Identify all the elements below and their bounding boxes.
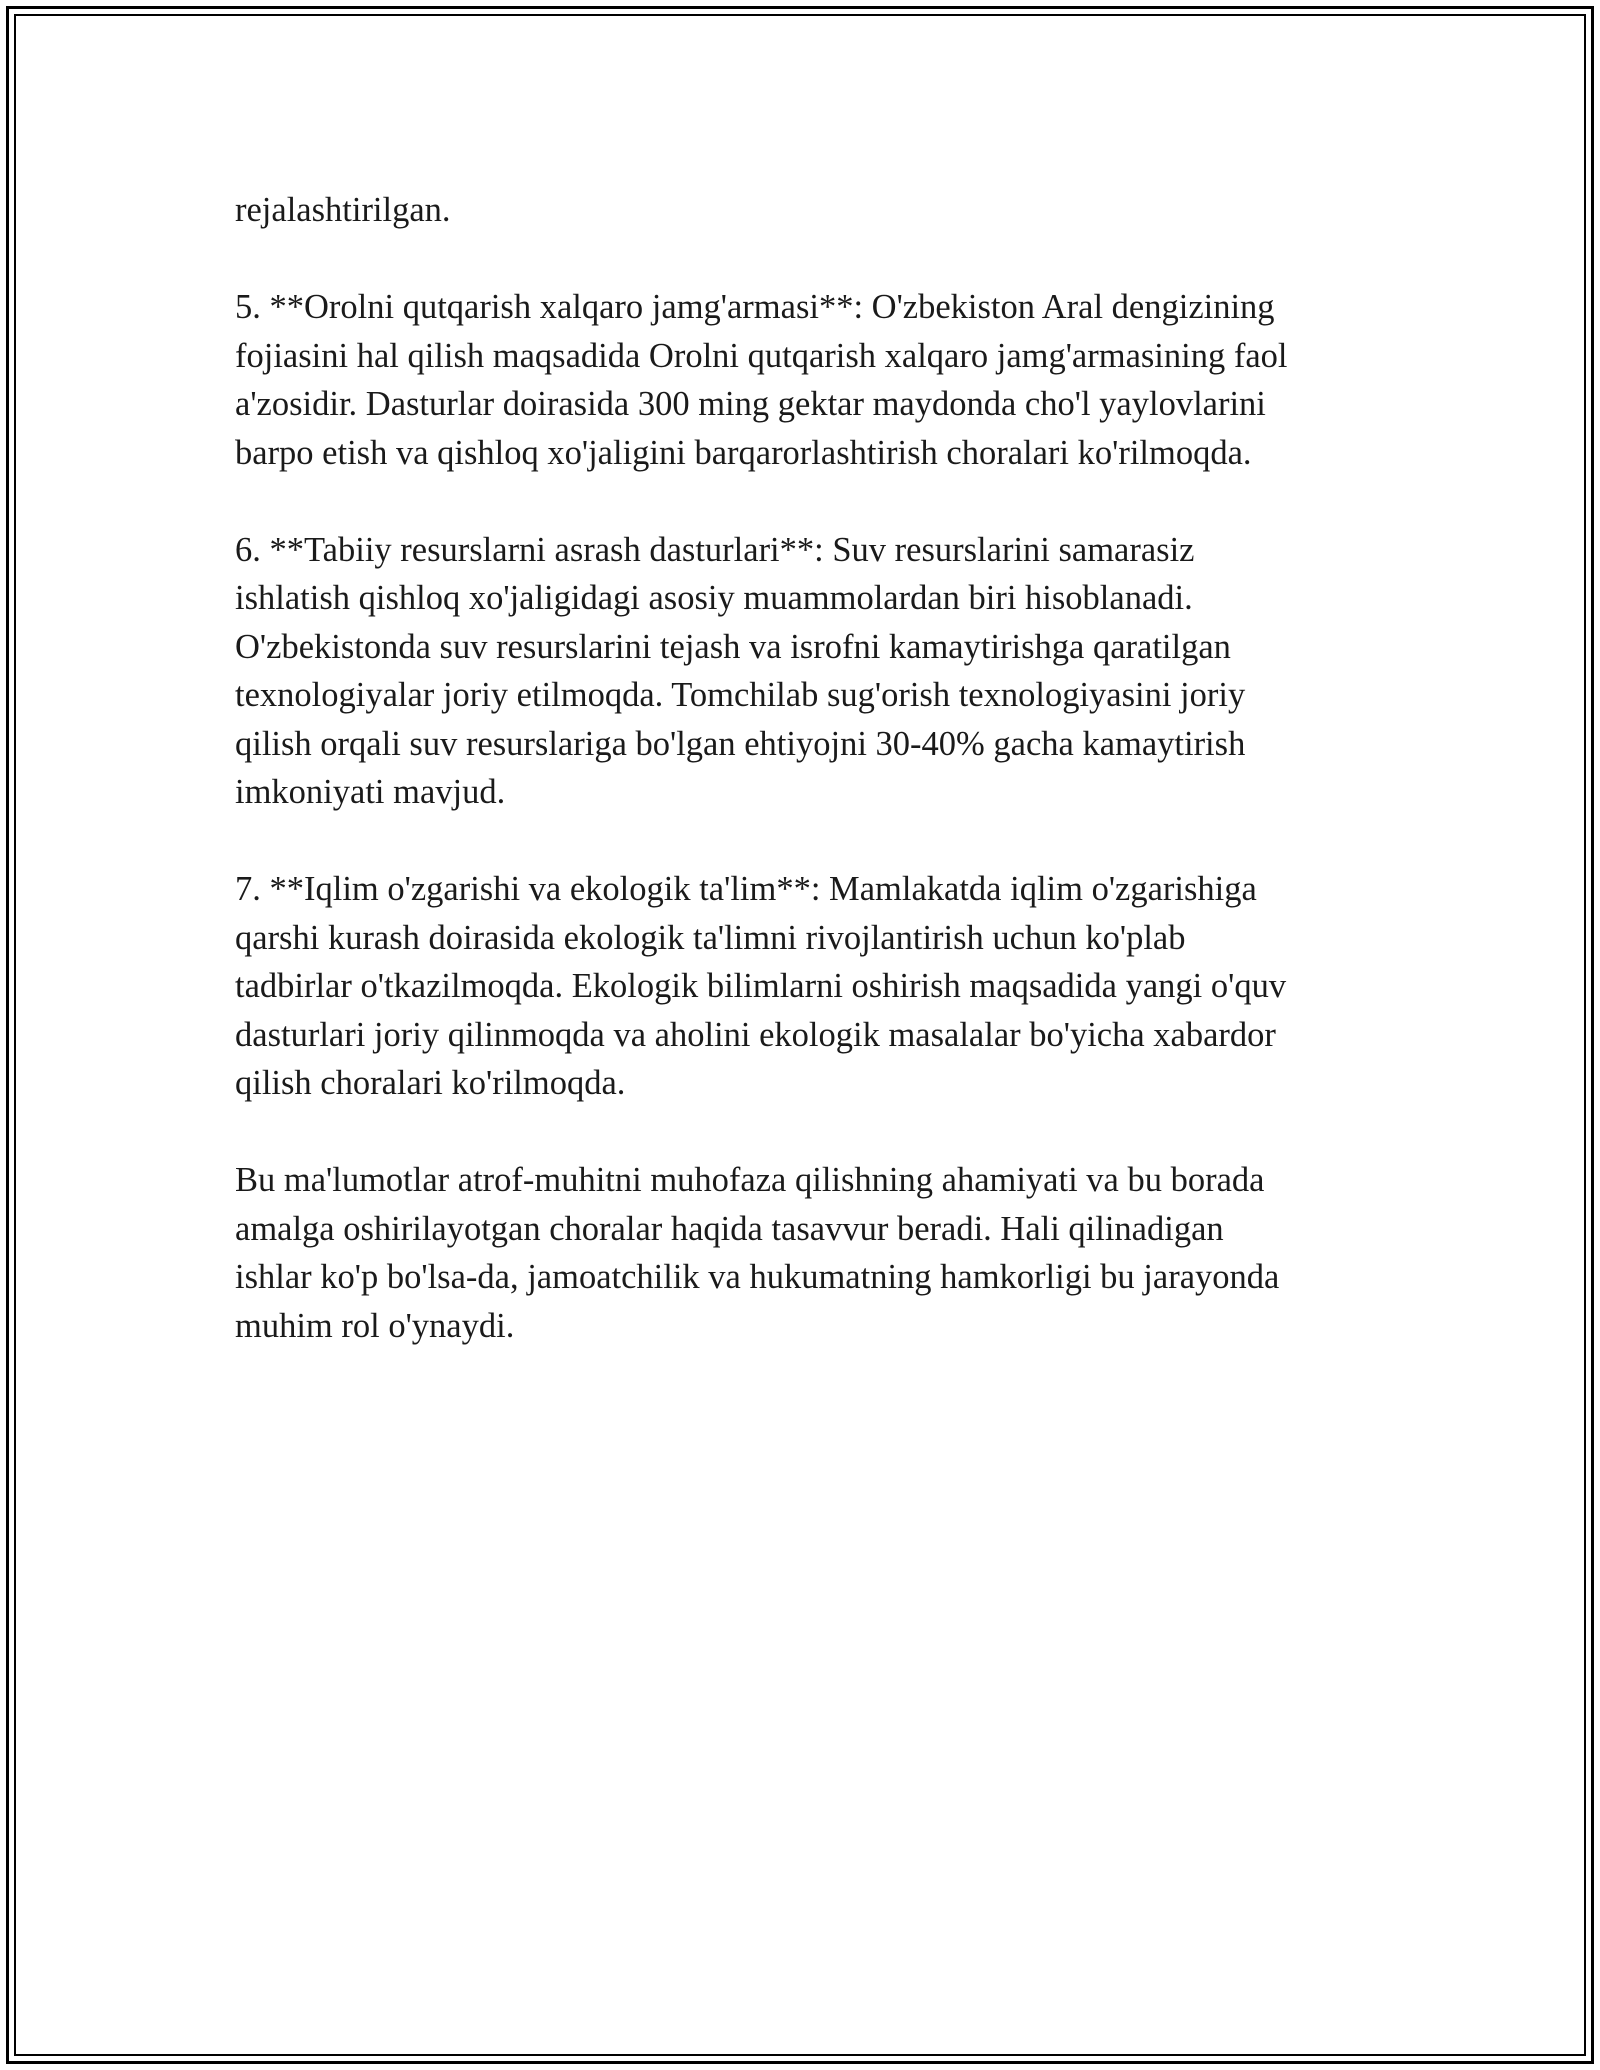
- text-line: tadbirlar o'tkazilmoqda. Ekologik bilimlarni oshirish maqsadida yangi o'quv: [235, 967, 1287, 1005]
- text-line: 6. **Tabiiy resurslarni asrash dasturlari**: Suv resurslarini samarasiz: [235, 530, 1195, 569]
- text-line: rejalashtirilgan.: [235, 191, 451, 229]
- text-line: 5. **Orolni qutqarish xalqaro jamg'armasi**: O'zbekiston Aral dengizining: [235, 288, 1275, 326]
- text-line: a'zosidir. Dasturlar doirasida 300 ming gektar maydonda cho'l yaylovlarini: [235, 385, 1266, 423]
- text-line: dasturlari joriy qilinmoqda va aholini ekologik masalalar bo'yicha xabardor: [235, 1015, 1276, 1054]
- text-line: qilish orqali suv resurslariga bo'lgan ehtiyojni 30-40% gacha kamaytirish: [235, 724, 1246, 763]
- text-line: Bu ma'lumotlar atrof-muhitni muhofaza qilishning ahamiyati va bu borada: [235, 1161, 1265, 1199]
- text-line: amalga oshirilayotgan choralar haqida tasavvur beradi. Hali qilinadigan: [235, 1209, 1224, 1248]
- text-line: ishlar ko'p bo'lsa-da, jamoatchilik va hukumatning hamkorligi bu jarayonda: [235, 1258, 1280, 1296]
- text-line: qilish choralari ko'rilmoqda.: [235, 1064, 626, 1102]
- paragraph-item-6: [235, 526, 1365, 817]
- text-line: imkoniyati mavjud.: [235, 773, 506, 811]
- paragraph-continuation: [235, 186, 1365, 235]
- text-line: ishlatish qishloq xo'jaligidagi asosiy muammolardan biri hisoblanadi.: [235, 579, 1193, 617]
- paragraph-item-5: [235, 283, 1365, 477]
- text-line: muhim rol o'ynaydi.: [235, 1306, 515, 1345]
- text-line: 7. **Iqlim o'zgarishi va ekologik ta'lim**: Mamlakatda iqlim o'zgarishiga: [235, 870, 1257, 908]
- text-line: texnologiyalar joriy etilmoqda. Tomchilab sug'orish texnologiyasini joriy: [235, 676, 1246, 714]
- text-line: barpo etish va qishloq xo'jaligini barqarorlashtirish choralari ko'rilmoqda.: [235, 433, 1252, 472]
- document-body: [235, 186, 1365, 1399]
- text-line: fojiasini hal qilish maqsadida Orolni qutqarish xalqaro jamg'armasining faol: [235, 336, 1288, 375]
- paragraph-conclusion: [235, 1156, 1365, 1350]
- text-line: qarshi kurash doirasida ekologik ta'limni rivojlantirish uchun ko'plab: [235, 918, 1186, 957]
- text-line: O'zbekistonda suv resurslarini tejash va isrofni kamaytirishga qaratilgan: [235, 627, 1231, 666]
- paragraph-item-7: [235, 865, 1365, 1108]
